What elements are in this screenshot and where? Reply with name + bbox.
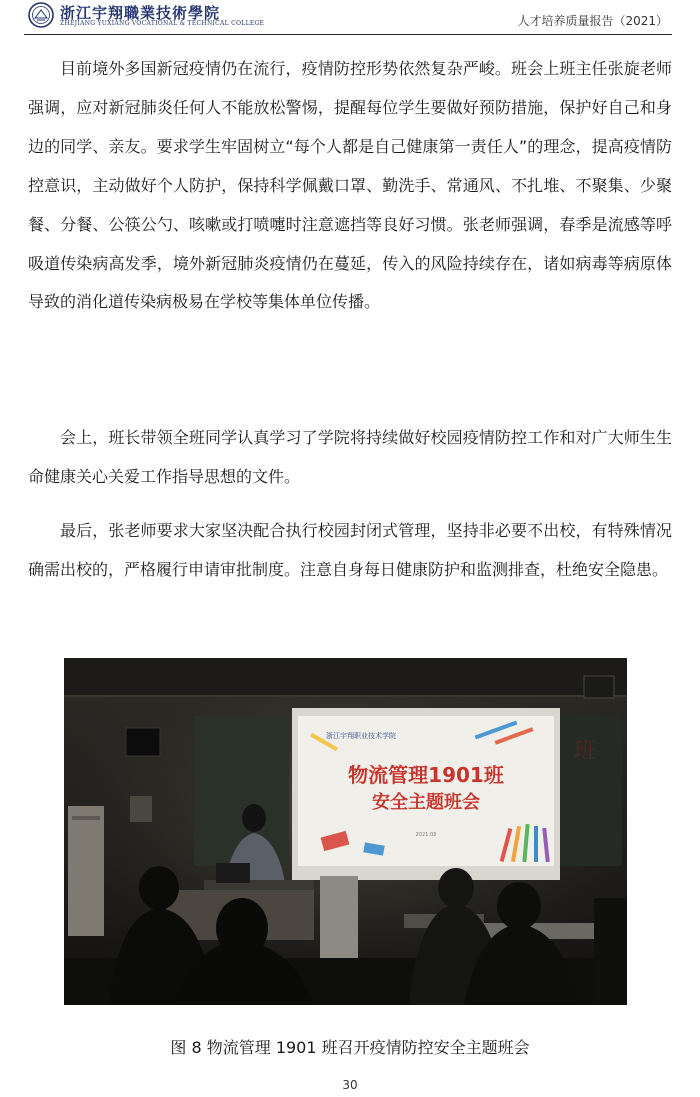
svg-text:班: 班 xyxy=(574,739,597,764)
school-name-en: ZHEJIANG YUXIANG VOCATIONAL & TECHNICAL COLLEGE xyxy=(60,20,265,27)
school-logo-icon xyxy=(28,2,54,28)
figure-caption: 图 8 物流管理 1901 班召开疫情防控安全主题班会 xyxy=(170,1038,530,1057)
classroom-photo-illustration xyxy=(64,658,627,1005)
slide-title-line1: 物流管理1901班 xyxy=(348,763,504,787)
slide-title-line2: 安全主题班会 xyxy=(372,792,480,813)
page-header xyxy=(24,0,672,35)
paragraph-3: 最后，张老师要求大家坚决配合执行校园封闭式管理，坚持非必要不出校，有特殊情况确需出校的，严格履行申请审批制度。注意自身每日健康防护和监测排查，杜绝安全隐患。 xyxy=(28,521,672,579)
slide-date: 2021.03 xyxy=(415,832,437,838)
slide-school-name: 浙江宇翔职业技术学院 xyxy=(326,732,396,740)
school-name-cn: 浙江宇翔職業技術學院 xyxy=(60,4,221,22)
page-number: 30 xyxy=(342,1078,358,1092)
report-title: 人才培养质量报告（2021） xyxy=(517,14,668,28)
classroom-photo xyxy=(64,658,627,1005)
paragraph-1: 目前境外多国新冠疫情仍在流行，疫情防控形势依然复杂严峻。班会上班主任张旋老师强调，应对新冠肺炎任何人不能放松警惕，提醒每位学生要做好预防措施，保护好自己和身边的同学、亲友。要求学生牢固树立“每个人都是自己健康第一责任人”的理念，提高疫情防控意识，主动做好个人防护，保持科学佩戴口罩、勤洗手、常通风、不扎堆、不聚集、少聚餐、分餐、公筷公勺、咳嗽或打喷嚏时注意遮挡等良好习惯。张老师强调，春季是流感等呼吸道传染病高发季，境外新冠肺炎疫情仍在蔓延，传入的风险持续存在，诸如病毒等病原体导致的消化道传染病极易在学校等集体单位传播。 xyxy=(28,59,672,312)
paragraph-2: 会上，班长带领全班同学认真学习了学院将持续做好校园疫情防控工作和对广大师生生命健康关心关爱工作指导思想的文件。 xyxy=(28,428,672,486)
